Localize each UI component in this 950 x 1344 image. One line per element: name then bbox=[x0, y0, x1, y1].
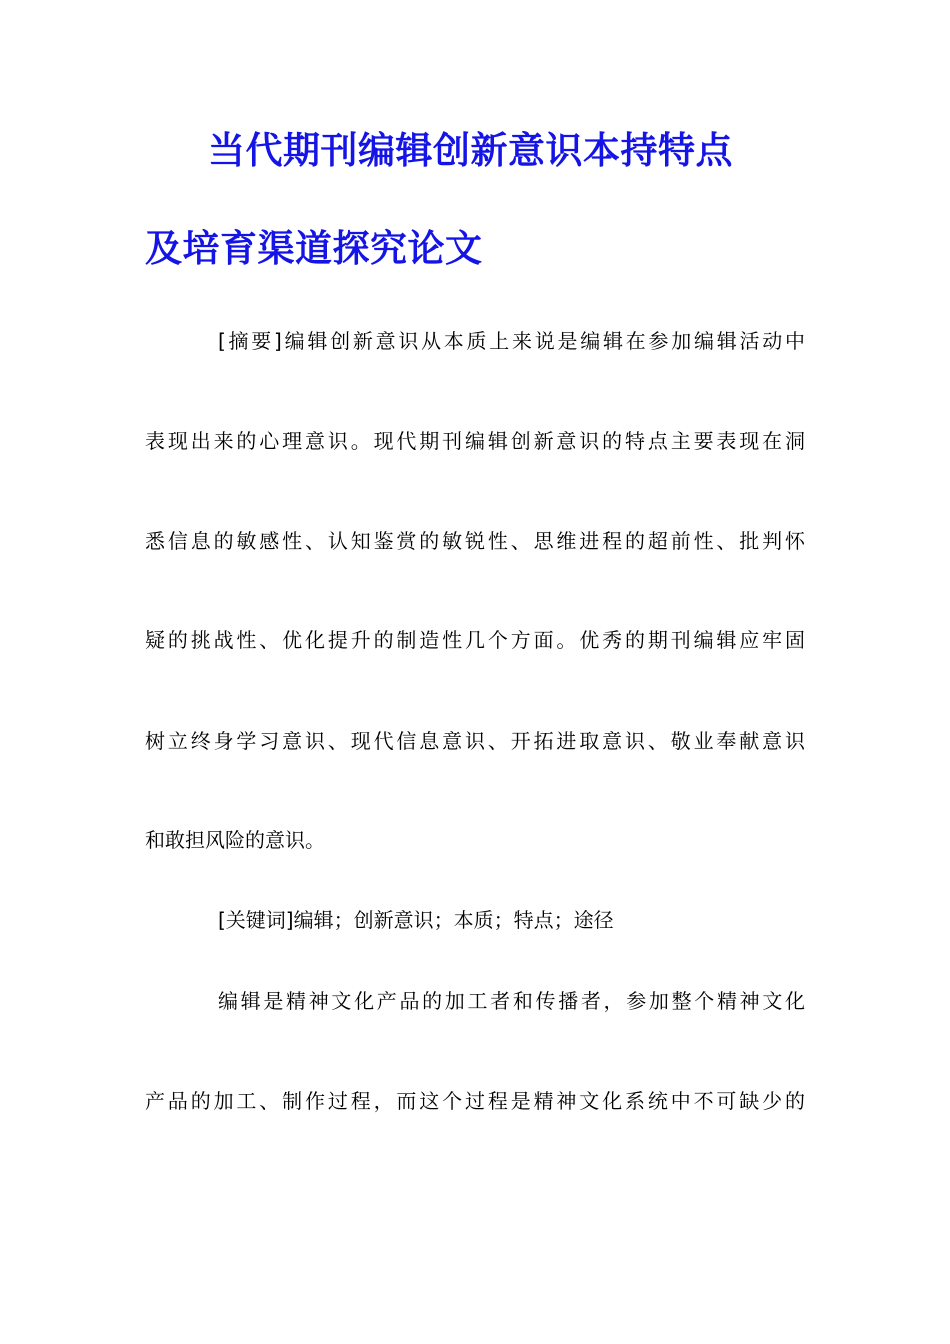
abstract-line-5: 树立终身学习意识、现代信息意识、开拓进取意识、敬业奉献意识 bbox=[145, 729, 805, 753]
abstract-line-2: 表现出来的心理意识。现代期刊编辑创新意识的特点主要表现在洞 bbox=[145, 429, 805, 453]
abstract-line-3: 悉信息的敏感性、认知鉴赏的敏锐性、思维进程的超前性、批判怀 bbox=[145, 529, 805, 553]
document-title-line-2: 及培育渠道探究论文 bbox=[145, 227, 483, 270]
keywords-line: [关键词]编辑；创新意识；本质；特点；途径 bbox=[218, 908, 614, 932]
document-title-line-1: 当代期刊编辑创新意识本持特点 bbox=[208, 129, 733, 172]
abstract-line-1: [摘要]编辑创新意识从本质上来说是编辑在参加编辑活动中 bbox=[218, 329, 805, 353]
body-line-2: 产品的加工、制作过程，而这个过程是精神文化系统中不可缺少的 bbox=[145, 1089, 805, 1113]
body-line-1: 编辑是精神文化产品的加工者和传播者，参加整个精神文化 bbox=[218, 989, 805, 1013]
abstract-line-4: 疑的挑战性、优化提升的制造性几个方面。优秀的期刊编辑应牢固 bbox=[145, 628, 805, 652]
abstract-line-6: 和敢担风险的意识。 bbox=[145, 828, 325, 852]
